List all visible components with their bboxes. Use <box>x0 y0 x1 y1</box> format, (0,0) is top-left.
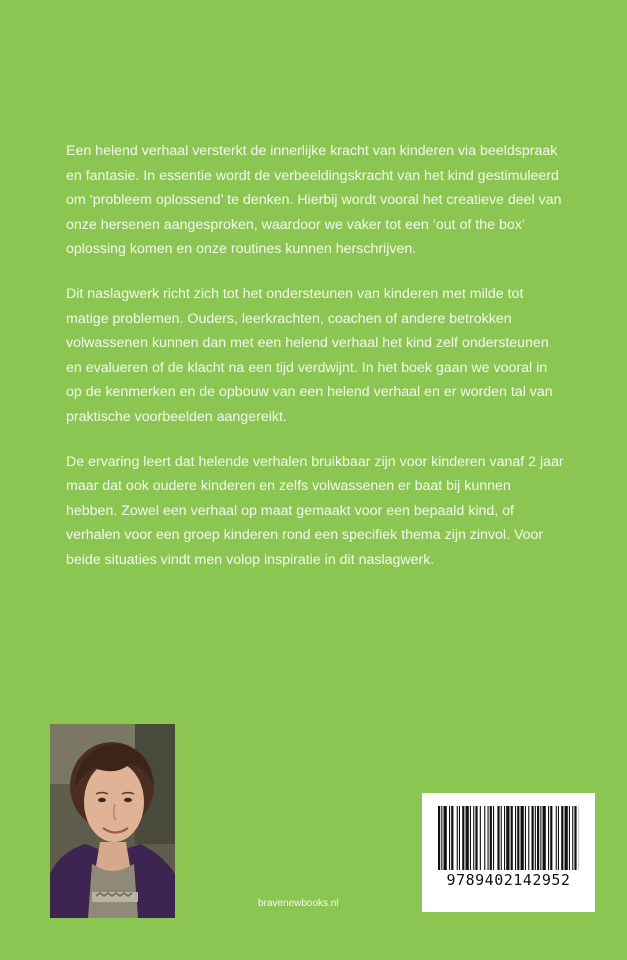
barcode-bar <box>572 806 573 870</box>
author-photo <box>50 724 175 918</box>
barcode-bar <box>548 806 549 870</box>
barcode-bar <box>558 806 559 870</box>
barcode-bar <box>462 806 464 870</box>
barcode-bar <box>493 806 494 870</box>
barcode-bar <box>490 806 492 870</box>
barcode-bar <box>501 806 502 870</box>
barcode-bar <box>561 806 563 870</box>
barcode-bar <box>438 806 440 870</box>
isbn-barcode <box>422 793 595 912</box>
publisher-url: bravenewbooks.nl <box>258 898 339 909</box>
barcode-bar <box>550 806 552 870</box>
barcode-bar <box>470 806 471 870</box>
barcode-bar <box>535 806 536 870</box>
isbn-number: 9789402142952 <box>446 871 571 889</box>
barcode-bar <box>515 806 516 870</box>
barcode-bar <box>466 806 469 870</box>
barcode-bar <box>473 806 474 870</box>
barcode-bar <box>504 806 505 870</box>
barcode-bar <box>451 806 453 870</box>
barcode-bar <box>543 806 546 870</box>
barcode-bar <box>540 806 541 870</box>
barcode-bar <box>569 806 570 870</box>
barcode-bar <box>459 806 460 870</box>
barcode-bar <box>528 806 529 870</box>
barcode-bar <box>444 806 447 870</box>
barcode-bar <box>532 806 534 870</box>
barcode-bar <box>525 806 526 870</box>
barcode-bar <box>497 806 499 870</box>
barcode-bar <box>537 806 539 870</box>
blurb-paragraph-1: Een helend verhaal versterkt de innerlijke kracht van kinderen via beeldspraak en fantasie. In essentie wordt de verbeeldingskracht van het kind gestimuleerd om ‘probleem oplossend’ te denken. Hierbij wordt vooral het creatieve deel van onze hersenen aangesproken, waardoor we vaker tot een ‘out of the box’ oplossing komen en onze routines kunnen herschrijven. <box>66 143 562 258</box>
barcode-bar <box>574 806 576 870</box>
barcode-bar <box>506 806 509 870</box>
barcode-bar <box>517 806 519 870</box>
blurb-paragraph-2: Dit naslagwerk richt zich tot het ondersteunen van kinderen met milde tot matige problemen. Ouders, leerkrachten, coachen of andere betrokken volwassenen kunnen dan met een helend verhaal het kind zelf ondersteunen en evalueren of de klacht na een tijd verdwijnt. In het boek gaan we vooral in op de kenmerken en de opbouw van een helend verhaal en er worden tal van praktische voorbeelden aangereikt. <box>66 285 553 425</box>
barcode-bar <box>484 806 485 870</box>
barcode-bar <box>480 806 481 870</box>
blurb-text <box>66 139 566 593</box>
barcode-bars <box>438 806 579 870</box>
blurb-paragraph-3: De ervaring leert dat helende verhalen bruikbaar zijn voor kinderen vanaf 2 jaar maar dat ook oudere kinderen en zelfs volwassenen er baat bij kunnen hebben. Zowel een verhaal op maat gemaakt voor een bepaald kind, of verhalen voor een groep kinderen rond een specifiek thema zijn zinvol. Voor beide situaties vindt men volop inspiratie in dit naslagwerk. <box>66 453 564 568</box>
author-portrait-image <box>50 724 175 918</box>
barcode-bar <box>521 806 524 870</box>
barcode-bar <box>475 806 477 870</box>
barcode-bar <box>488 806 489 870</box>
barcode-bar <box>457 806 458 870</box>
barcode-bar <box>449 806 450 870</box>
barcode-bar <box>441 806 442 870</box>
barcode-bar <box>511 806 513 870</box>
barcode-bar <box>565 806 568 870</box>
barcode-bar <box>556 806 557 870</box>
